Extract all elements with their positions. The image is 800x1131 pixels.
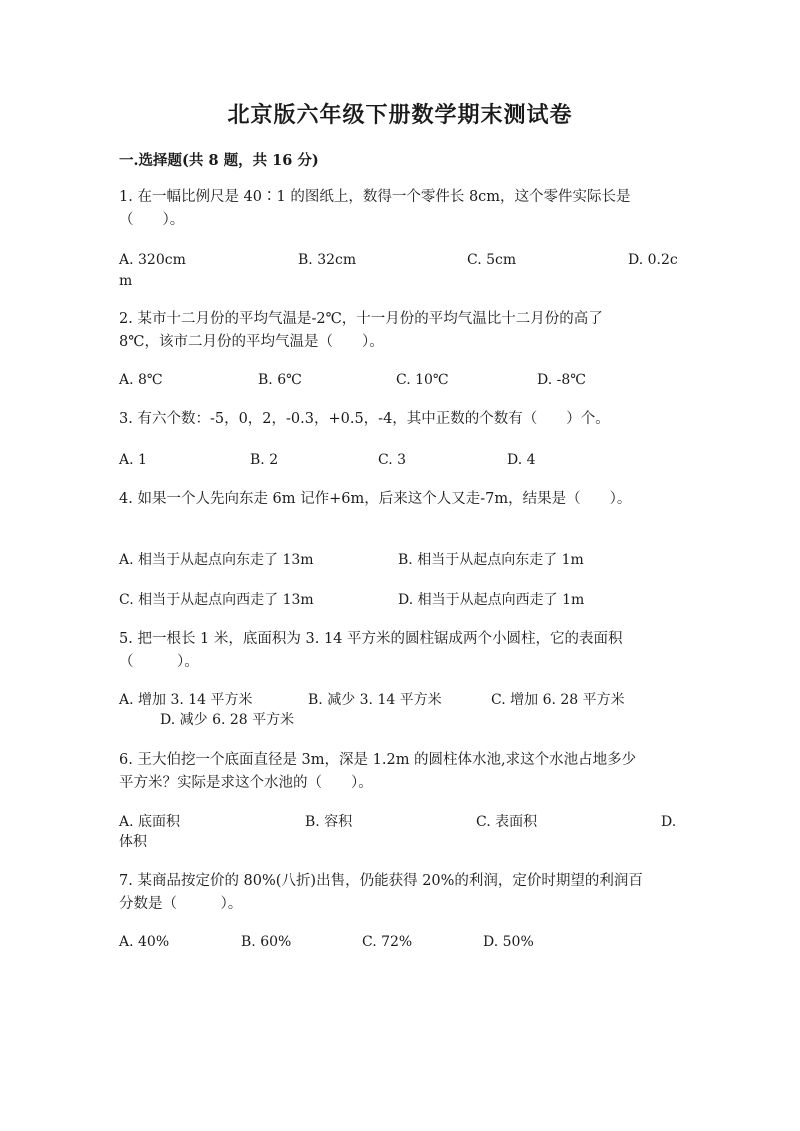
question-text-line: 5. 把一根长 1 米，底面积为 3. 14 平方米的圆柱锯成两个小圆柱，它的表面积 <box>119 631 623 647</box>
option-b[interactable]: B. 容积 <box>305 814 353 830</box>
question-text-line: 分数是（ ）。 <box>119 896 243 912</box>
options-4-row2 <box>119 590 684 614</box>
question-7 <box>119 870 684 916</box>
question-4 <box>119 488 684 511</box>
question-text-line: （ ）。 <box>119 212 185 228</box>
question-text-line: 1. 在一幅比例尺是 40∶1 的图纸上，数得一个零件长 8cm，这个零件实际长是 <box>119 189 631 205</box>
option-b[interactable]: B. 减少 3. 14 平方米 <box>308 692 442 708</box>
option-b[interactable]: B. 2 <box>250 452 279 468</box>
question-text-line: 平方米？实际是求这个水池的（ ）。 <box>119 775 373 791</box>
question-text-line: 2. 某市十二月份的平均气温是-2℃，十一月份的平均气温比十二月份的高了 <box>119 311 603 327</box>
option-a[interactable]: A. 增加 3. 14 平方米 <box>119 692 253 708</box>
question-text-line: 3. 有六个数：-5，0，2，-0.3，+0.5，-4，其中正数的个数有（ ）个。 <box>119 411 610 427</box>
option-b[interactable]: B. 32cm <box>298 252 357 268</box>
option-a[interactable]: A. 320cm <box>119 252 186 268</box>
option-d[interactable]: D. <box>661 814 677 830</box>
option-a[interactable]: A. 8℃ <box>119 372 163 388</box>
option-c[interactable]: C. 3 <box>378 452 407 468</box>
option-c[interactable]: C. 增加 6. 28 平方米 <box>491 692 625 708</box>
options-2 <box>119 370 684 394</box>
option-b[interactable]: B. 相当于从起点向东走了 1m <box>398 552 584 568</box>
option-c[interactable]: C. 10℃ <box>396 372 449 388</box>
options-5-row2 <box>119 710 684 734</box>
question-2 <box>119 308 684 354</box>
option-wrap: 体积 <box>119 834 147 850</box>
question-1 <box>119 186 684 232</box>
option-d[interactable]: D. -8℃ <box>537 372 586 388</box>
options-6 <box>119 812 684 836</box>
options-4-row1 <box>119 550 684 574</box>
question-text-line: 4. 如果一个人先向东走 6m 记作+6m，后来这个人又走-7m，结果是（ ）。 <box>119 491 632 507</box>
option-d[interactable]: D. 4 <box>507 452 536 468</box>
page-title: 北京版六年级下册数学期末测试卷 <box>227 102 573 128</box>
option-a[interactable]: A. 1 <box>119 452 147 468</box>
option-c[interactable]: C. 72% <box>362 934 413 950</box>
question-text-line: 7. 某商品按定价的 80%(八折)出售，仍能获得 20%的利润，定价时期望的利润百 <box>119 873 643 889</box>
option-a[interactable]: A. 40% <box>119 934 170 950</box>
option-c[interactable]: C. 相当于从起点向西走了 13m <box>119 592 314 608</box>
option-d[interactable]: D. 减少 6. 28 平方米 <box>160 712 295 728</box>
options-3 <box>119 450 684 474</box>
options-7 <box>119 932 684 956</box>
question-text-line: （ ）。 <box>119 654 199 670</box>
option-b[interactable]: B. 6℃ <box>258 372 302 388</box>
question-3 <box>119 408 684 431</box>
option-d[interactable]: D. 50% <box>483 934 534 950</box>
option-c[interactable]: C. 表面积 <box>476 814 538 830</box>
question-text-line: 6. 王大伯挖一个底面直径是 3m，深是 1.2m 的圆柱体水池,求这个水池占地多少 <box>119 752 637 768</box>
option-a[interactable]: A. 相当于从起点向东走了 13m <box>119 552 314 568</box>
option-wrap: m <box>119 273 133 289</box>
option-d[interactable]: D. 相当于从起点向西走了 1m <box>398 592 585 608</box>
option-b[interactable]: B. 60% <box>241 934 292 950</box>
question-text-line: 8℃，该市二月份的平均气温是（ ）。 <box>119 334 384 350</box>
question-6 <box>119 749 684 795</box>
section-heading: 一.选择题(共 8 题，共 16 分) <box>119 152 319 169</box>
options-1 <box>119 250 684 274</box>
question-5 <box>119 628 684 674</box>
option-d[interactable]: D. 0.2c <box>628 252 678 268</box>
option-a[interactable]: A. 底面积 <box>119 814 181 830</box>
option-c[interactable]: C. 5cm <box>467 252 517 268</box>
